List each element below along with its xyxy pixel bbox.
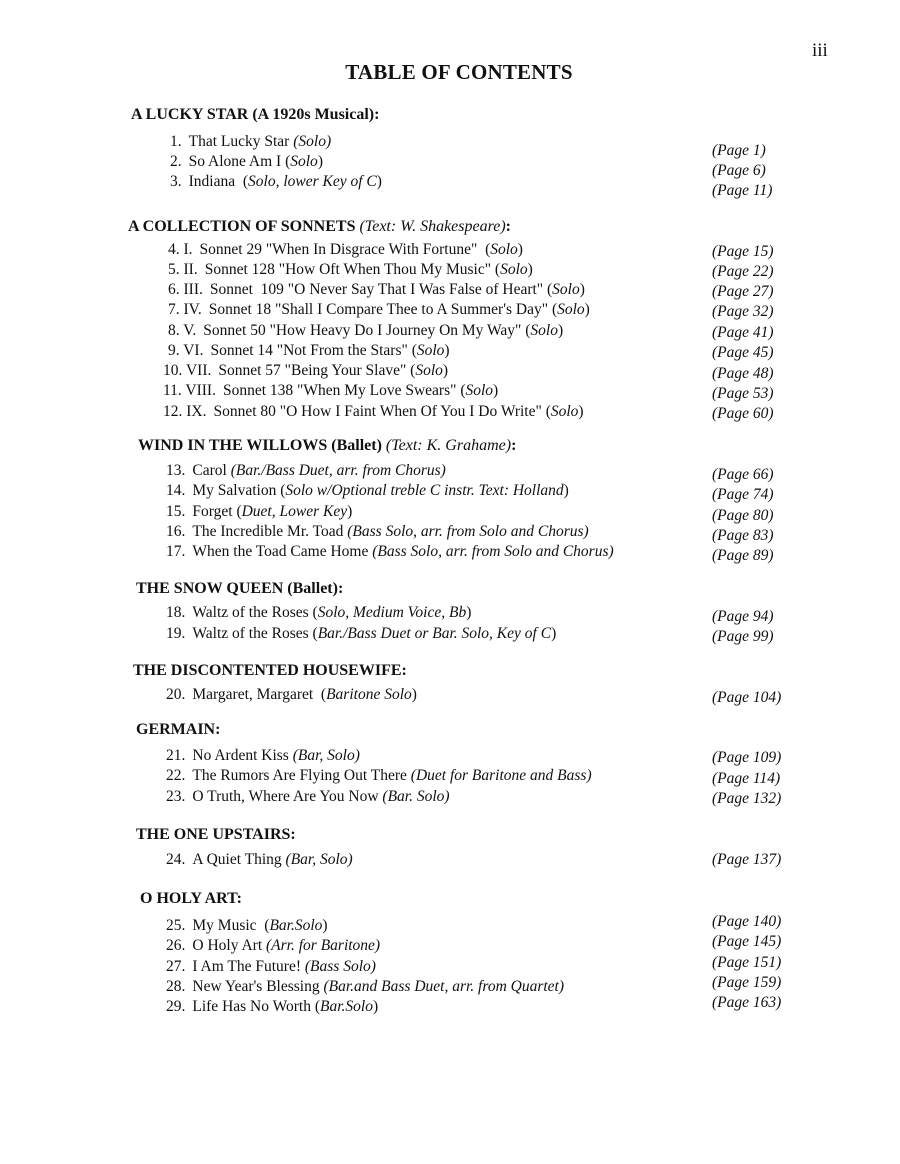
entry-voicing: (Bar. Solo) [382, 788, 450, 805]
section-heading [138, 437, 516, 455]
entry-title: Waltz of the Roses ( [192, 604, 318, 621]
entry-number: 8. V. [168, 322, 197, 339]
entry-page-ref[interactable]: (Page 6) [712, 162, 766, 179]
entry-voicing: Solo [465, 382, 494, 399]
section-heading-colon: : [505, 218, 511, 235]
entry-paren: ) [376, 173, 382, 190]
section-heading [128, 218, 511, 236]
entry-paren: ) [563, 482, 569, 499]
entry-voicing: Bar.Solo [319, 998, 373, 1015]
entry-voicing: Duet, Lower Key [241, 503, 348, 520]
entry-page-ref[interactable]: (Page 99) [712, 628, 774, 645]
entry-number: 14. [166, 482, 186, 499]
entry-number: 3. [170, 173, 182, 190]
entry-number: 5. II. [168, 261, 198, 278]
entry-paren: ) [444, 342, 450, 359]
entry-title: O Truth, Where Are You Now [192, 788, 383, 805]
entry-title: My Music ( [192, 917, 270, 934]
section-heading-text: A LUCKY STAR (A 1920s Musical): [131, 106, 380, 123]
entry-voicing: Solo [530, 322, 558, 339]
entry-title: Forget ( [192, 503, 242, 520]
entry-paren: ) [557, 322, 564, 339]
entry-number: 12. IX. [163, 403, 207, 420]
entry-page-ref[interactable]: (Page 41) [712, 324, 774, 341]
entry-number: 17. [166, 543, 186, 560]
toc-entry[interactable] [166, 604, 471, 622]
entry-paren: ) [347, 503, 353, 520]
entry-page-ref[interactable]: (Page 53) [712, 385, 774, 402]
entry-title: I Am The Future! [192, 958, 305, 975]
section-heading-text: A COLLECTION OF SONNETS [128, 218, 360, 235]
entry-title: So Alone Am I ( [188, 153, 291, 170]
entry-title: Sonnet 14 "Not From the Stars" ( [210, 342, 417, 359]
entry-page-ref[interactable]: (Page 140) [712, 913, 782, 930]
entry-voicing: (Bar, Solo) [285, 851, 353, 868]
toc-entry[interactable] [166, 686, 417, 704]
entry-paren: ) [551, 625, 557, 642]
toc-entry[interactable] [168, 261, 533, 279]
entry-voicing: (Solo) [293, 133, 332, 150]
entry-number: 19. [166, 625, 186, 642]
section-heading [131, 106, 379, 124]
page-title: TABLE OF CONTENTS [345, 60, 573, 84]
entry-page-ref[interactable]: (Page 163) [712, 994, 782, 1011]
entry-paren: ) [442, 362, 449, 379]
section-heading-text: O HOLY ART: [140, 890, 242, 907]
toc-entry[interactable] [166, 543, 614, 561]
entry-page-ref[interactable]: (Page 104) [712, 689, 782, 706]
entry-number: 15. [166, 503, 186, 520]
entry-title: Sonnet 109 "O Never Say That I Was False of Heart" ( [209, 281, 553, 298]
entry-page-ref[interactable]: (Page 15) [712, 243, 774, 260]
entry-title: My Salvation ( [192, 482, 286, 499]
entry-paren: ) [578, 403, 584, 420]
toc-entry[interactable] [170, 133, 331, 151]
entry-page-ref[interactable]: (Page 114) [712, 770, 781, 787]
entry-number: 18. [166, 604, 186, 621]
entry-page-ref[interactable]: (Page 132) [712, 790, 782, 807]
entry-page-ref[interactable]: (Page 151) [712, 954, 782, 971]
entry-voicing: Solo, lower Key of C [248, 173, 377, 190]
toc-entry[interactable] [168, 301, 590, 319]
entry-voicing: Solo [552, 281, 580, 298]
entry-number: 28. [166, 978, 186, 995]
entry-number: 9. VI. [168, 342, 204, 359]
entry-page-ref[interactable]: (Page 48) [712, 365, 774, 382]
entry-number: 2. [170, 153, 182, 170]
toc-entry[interactable] [166, 998, 378, 1016]
toc-entry[interactable] [163, 403, 584, 421]
entry-page-ref[interactable]: (Page 27) [712, 283, 774, 300]
toc-entry[interactable] [166, 523, 589, 541]
entry-number: 26. [166, 937, 186, 954]
entry-voicing: Bar./Bass Duet or Bar. Solo, Key of C [317, 625, 552, 642]
entry-voicing: (Bar, Solo) [292, 747, 360, 764]
entry-title: New Year's Blessing [192, 978, 324, 995]
entry-title: Life Has No Worth ( [192, 998, 320, 1015]
entry-title: Waltz of the Roses ( [192, 625, 318, 642]
toc-entry[interactable] [166, 503, 352, 521]
entry-page-ref[interactable]: (Page 22) [712, 263, 774, 280]
toc-entry[interactable] [166, 937, 380, 955]
entry-paren: ) [466, 604, 472, 621]
section-heading [136, 580, 343, 598]
entry-page-ref[interactable]: (Page 137) [712, 851, 782, 868]
entry-page-ref[interactable]: (Page 66) [712, 466, 774, 483]
section-heading-text: THE SNOW QUEEN (Ballet): [136, 580, 344, 597]
toc-entry[interactable] [166, 917, 328, 935]
entry-number: 4. I. [168, 241, 193, 258]
entry-page-ref[interactable]: (Page 83) [712, 527, 774, 544]
entry-number: 6. III. [168, 281, 203, 298]
entry-number: 10. VII. [163, 362, 212, 379]
entry-voicing: Solo [416, 342, 445, 359]
entry-paren: ) [372, 998, 379, 1015]
entry-title: O Holy Art [192, 937, 266, 954]
section-heading-credit: (Text: K. Grahame) [385, 437, 512, 454]
page-number: iii [812, 40, 828, 61]
toc-entry[interactable] [168, 241, 523, 259]
entry-title: Indiana ( [188, 173, 249, 190]
entry-paren: ) [584, 301, 590, 318]
entry-paren: ) [579, 281, 585, 298]
entry-number: 23. [166, 788, 186, 805]
entry-number: 24. [166, 851, 186, 868]
entry-page-ref[interactable]: (Page 159) [712, 974, 782, 991]
entry-title: Sonnet 29 "When In Disgrace With Fortune" ( [199, 241, 491, 258]
entry-paren: ) [322, 917, 328, 934]
entry-paren: ) [317, 153, 323, 170]
entry-title: No Ardent Kiss [192, 747, 293, 764]
entry-number: 13. [166, 462, 186, 479]
entry-page-ref[interactable]: (Page 80) [712, 507, 774, 524]
toc-entry[interactable] [170, 153, 323, 171]
entry-voicing: Solo [290, 153, 318, 170]
section-heading-text: GERMAIN: [136, 721, 221, 738]
entry-page-ref[interactable]: (Page 1) [712, 142, 766, 159]
entry-number: 27. [166, 958, 186, 975]
entry-voicing: Solo, Medium Voice, Bb [317, 604, 467, 621]
toc-entry[interactable] [168, 342, 450, 360]
toc-entry[interactable] [163, 362, 448, 380]
toc-entry[interactable] [166, 978, 564, 996]
section-heading-text: THE ONE UPSTAIRS: [136, 826, 296, 843]
entry-number: 25. [166, 917, 186, 934]
entry-voicing: (Bass Solo, arr. from Solo and Chorus) [347, 523, 589, 540]
entry-number: 16. [166, 523, 186, 540]
toc-entry[interactable] [168, 281, 585, 299]
section-heading [136, 721, 220, 739]
entry-voicing: Baritone Solo [326, 686, 412, 703]
entry-voicing: Solo [550, 403, 579, 420]
entry-voicing: Solo [500, 261, 528, 278]
entry-number: 1. [170, 133, 182, 150]
entry-page-ref[interactable]: (Page 45) [712, 344, 774, 361]
toc-entry[interactable] [170, 173, 382, 191]
entry-voicing: Solo w/Optional treble C instr. Text: Holland [285, 482, 564, 499]
entry-page-ref[interactable]: (Page 94) [712, 608, 774, 625]
entry-voicing: (Bar./Bass Duet, arr. from Chorus) [230, 462, 446, 479]
toc-entry[interactable] [166, 767, 592, 785]
entry-title: The Incredible Mr. Toad [192, 523, 348, 540]
entry-page-ref[interactable]: (Page 109) [712, 749, 782, 766]
entry-voicing: (Duet for Baritone and Bass) [410, 767, 592, 784]
entry-voicing: Solo [415, 362, 443, 379]
entry-voicing: Solo [490, 241, 518, 258]
entry-title: A Quiet Thing [192, 851, 286, 868]
section-heading [136, 826, 296, 844]
toc-entry[interactable] [163, 382, 498, 400]
entry-page-ref[interactable]: (Page 11) [712, 182, 773, 199]
entry-page-ref[interactable]: (Page 89) [712, 547, 774, 564]
toc-entry[interactable] [166, 747, 360, 765]
entry-title: Sonnet 50 "How Heavy Do I Journey On My Way" ( [203, 322, 531, 339]
entry-voicing: (Bar.and Bass Duet, arr. from Quartet) [323, 978, 565, 995]
toc-entry[interactable] [166, 851, 353, 869]
entry-paren: ) [411, 686, 417, 703]
entry-voicing: Solo [557, 301, 585, 318]
section-heading [140, 890, 242, 908]
section-heading-credit: (Text: W. Shakespeare) [359, 218, 506, 235]
section-heading-colon: : [511, 437, 517, 454]
entry-number: 7. IV. [168, 301, 202, 318]
entry-voicing: (Bass Solo, arr. from Solo and Chorus) [372, 543, 614, 560]
entry-title: Sonnet 80 "O How I Faint When Of You I Do Write" ( [213, 403, 551, 420]
toc-entry[interactable] [166, 482, 569, 500]
entry-number: 29. [166, 998, 186, 1015]
entry-title: Sonnet 18 "Shall I Compare Thee to A Summer's Day" ( [208, 301, 558, 318]
entry-page-ref[interactable]: (Page 145) [712, 933, 782, 950]
entry-title: When the Toad Came Home [192, 543, 373, 560]
entry-title: That Lucky Star [188, 133, 294, 150]
section-heading-text: THE DISCONTENTED HOUSEWIFE: [133, 662, 407, 679]
entry-paren: ) [517, 241, 523, 258]
toc-entry[interactable] [166, 788, 450, 806]
entry-voicing: Bar.Solo [269, 917, 323, 934]
entry-number: 22. [166, 767, 186, 784]
entry-title: Margaret, Margaret ( [192, 686, 327, 703]
entry-paren: ) [527, 261, 533, 278]
entry-paren: ) [493, 382, 499, 399]
entry-number: 11. VIII. [163, 382, 216, 399]
entry-title: Carol [192, 462, 231, 479]
entry-title: Sonnet 138 "When My Love Swears" ( [222, 382, 466, 399]
entry-title: The Rumors Are Flying Out There [192, 767, 411, 784]
toc-entry[interactable] [166, 625, 556, 643]
entry-voicing: (Bass Solo) [304, 958, 376, 975]
section-heading [133, 662, 407, 680]
entry-voicing: (Arr. for Baritone) [266, 937, 381, 954]
entry-page-ref[interactable]: (Page 74) [712, 486, 774, 503]
entry-title: Sonnet 128 "How Oft When Thou My Music" ( [204, 261, 501, 278]
entry-number: 21. [166, 747, 186, 764]
entry-title: Sonnet 57 "Being Your Slave" ( [218, 362, 416, 379]
section-heading-text: WIND IN THE WILLOWS (Ballet) [138, 437, 386, 454]
entry-page-ref[interactable]: (Page 32) [712, 303, 774, 320]
entry-page-ref[interactable]: (Page 60) [712, 405, 774, 422]
entry-number: 20. [166, 686, 186, 703]
toc-entry[interactable] [166, 958, 376, 976]
toc-entry[interactable] [166, 462, 446, 480]
toc-entry[interactable] [168, 322, 563, 340]
